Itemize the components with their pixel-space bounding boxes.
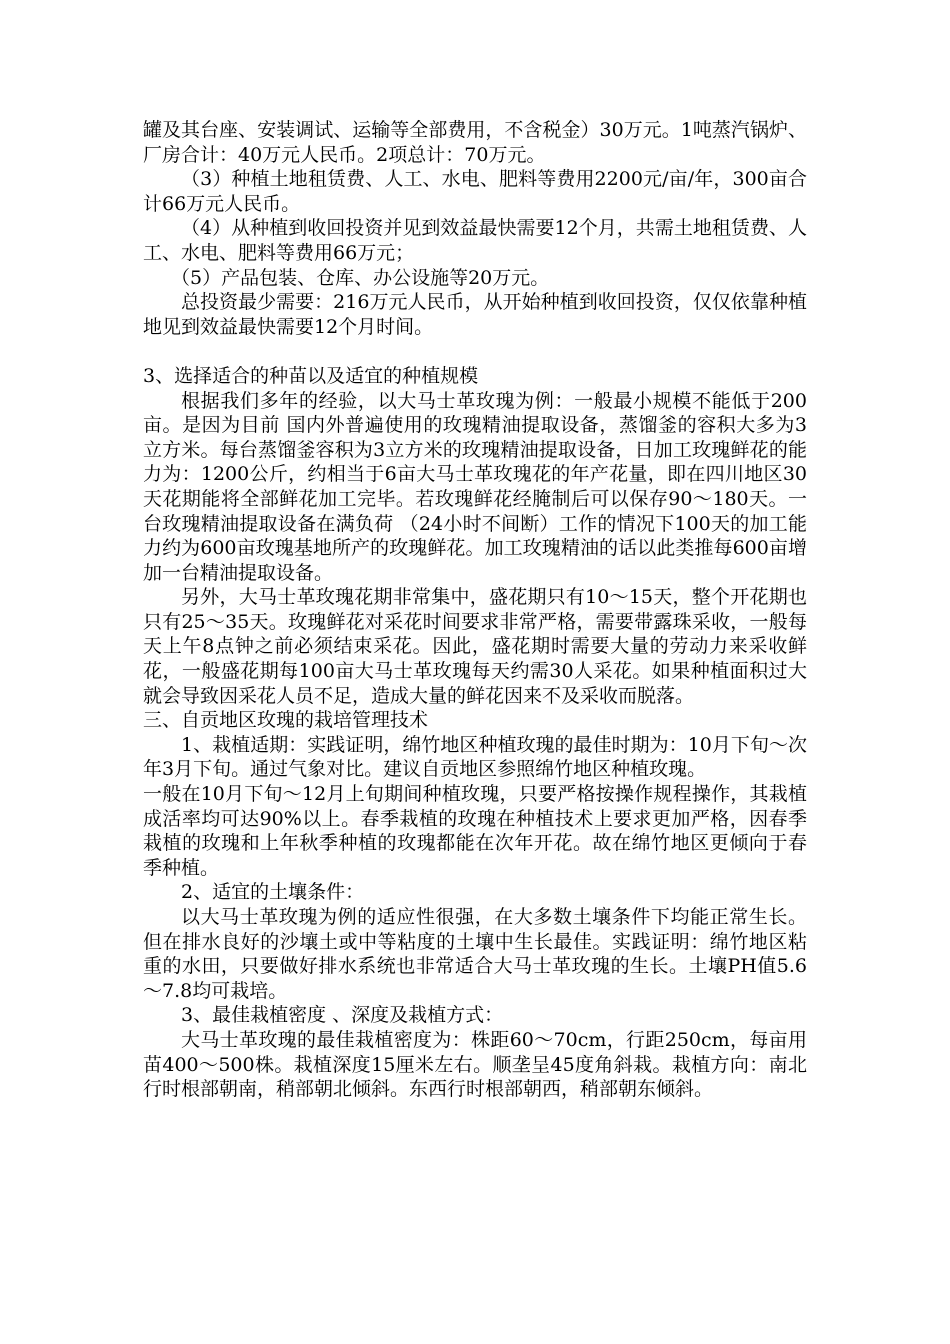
subheading-soil: 2、适宜的土壤条件： [181,881,365,904]
paragraph-equipment-cost: 罐及其台座、安装调试、运输等全部费用，不含税金）30万元。1吨蒸汽锅炉、厂房合计：40万元人民币。2项总计：70万元。 [143,119,807,166]
document-body [143,118,807,1102]
paragraph-payback-period: （4）从种植到收回投资并见到效益最快需要12个月，共需土地租赁费、人工、水电、肥料等费用66万元； [143,217,807,264]
paragraph-scale: 根据我们多年的经验，以大马士革玫瑰为例：一般最小规模不能低于200亩。是因为目前 国内外普遍使用的玫瑰精油提取设备，蒸馏釜的容积大多为3立方米。每台蒸馏釜容积为3立方米的玫瑰精油提取设备，日加工玫瑰鲜花的能力为：1200公斤，约相当于6亩大马士革玫瑰花的年产花量，即在四川地区30天花期能将全部鲜花加工完毕。若玫瑰鲜花经腌制后可以保存90～180天。一台玫瑰精油提取设备在满负荷 （24小时不间断）工作的情况下100天的加工能力约为600亩玫瑰基地所产的玫瑰鲜花。加工玫瑰精油的话以此类推每600亩增加一台精油提取设备。 [143,389,807,584]
section-heading-cultivation: 三、自贡地区玫瑰的栽培管理技术 [143,709,429,732]
paragraph-planting-time: 1、栽植适期：实践证明，绵竹地区种植玫瑰的最佳时期为：10月下旬～次年3月下旬。通过气象对比。建议自贡地区参照绵竹地区种植玫瑰。 [143,733,807,781]
paragraph-packaging: （5）产品包装、仓库、办公设施等20万元。 [171,266,550,289]
blank-line [143,339,807,364]
paragraph-flowering: 另外，大马士革玫瑰花期非常集中，盛花期只有10～15天，整个开花期也只有25～35天。玫瑰鲜花对采花时间要求非常严格，需要带露珠采收，一般每天上午8点钟之前必须结束采花。因此，盛花期时需要大量的劳动力来采收鲜花，一般盛花期每100亩大马士革玫瑰每天约需30人采花。如果种植面积过大就会导致因采花人员不足，造成大量的鲜花因来不及采收而脱落。 [143,586,807,707]
paragraph-survival-rate: 一般在10月下旬～12月上旬期间种植玫瑰，只要严格按操作规程操作，其栽植成活率均可达90%以上。春季栽植的玫瑰在种植技术上要求更加严格，因春季栽植的玫瑰和上年秋季种植的玫瑰都能在次年开花。故在绵竹地区更倾向于春季种植。 [143,783,807,879]
subheading-density: 3、最佳栽植密度 、深度及栽植方式： [181,1004,504,1027]
paragraph-soil: 以大马士革玫瑰为例的适应性很强，在大多数土壤条件下均能正常生长。但在排水良好的沙壤土或中等粘度的土壤中生长最佳。实践证明：绵竹地区粘重的水田，只要做好排水系统也非常适合大马士革玫瑰的生长。土壤PH值5.6～7.8均可栽培。 [143,906,807,1002]
paragraph-total-investment: 总投资最少需要：216万元人民币，从开始种植到收回投资，仅仅依靠种植地见到效益最快需要12个月时间。 [143,291,807,338]
paragraph-density: 大马士革玫瑰的最佳栽植密度为：株距60～70cm，行距250cm，每亩用苗400～500株。栽植深度15厘米左右。顺垄呈45度角斜栽。栽植方向：南北行时根部朝南，稍部朝北倾斜。东西行时根部朝西，稍部朝东倾斜。 [143,1028,807,1101]
paragraph-land-rent: （3）种植土地租赁费、人工、水电、肥料等费用2200元/亩/年，300亩合计66万元人民币。 [143,168,807,215]
section-heading-seedlings: 3、选择适合的种苗以及适宜的种植规模 [143,364,479,387]
